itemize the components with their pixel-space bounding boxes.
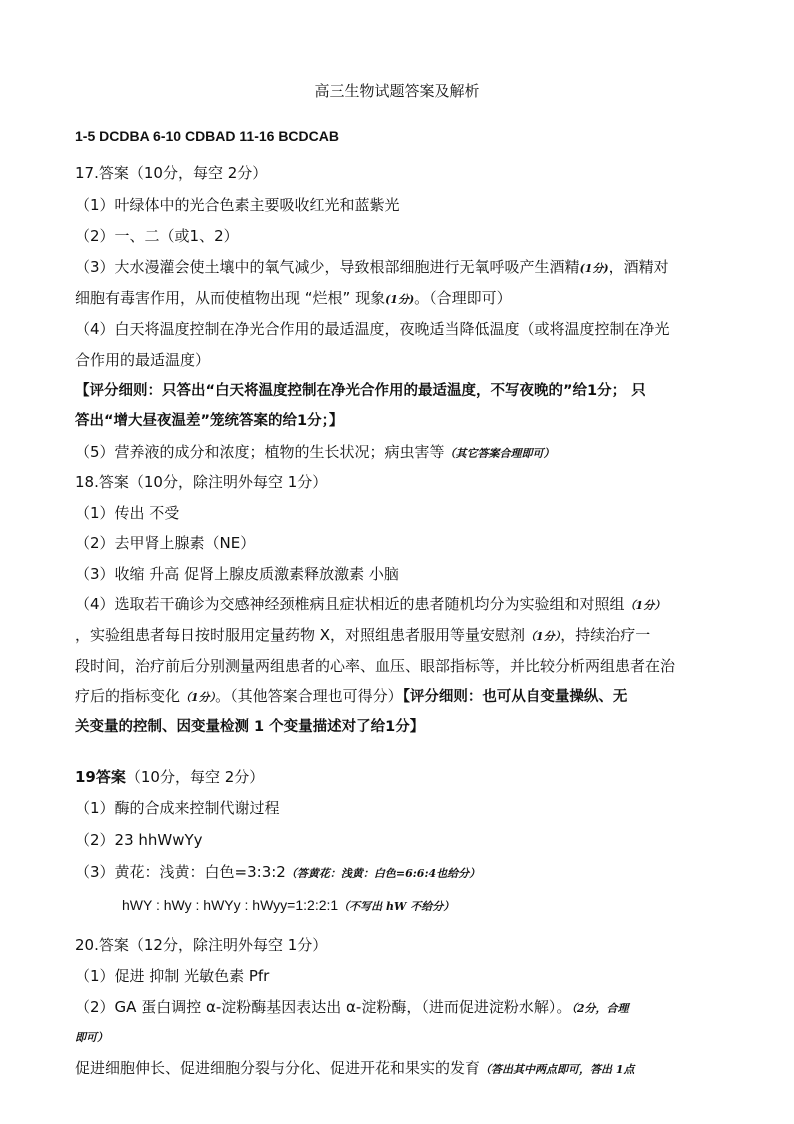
q19-heading <box>75 767 725 787</box>
q18-heading: 18.答案（10分，除注明外每空 1分） <box>75 473 328 491</box>
q17-answer-5-text: （5）营养液的成分和浓度；植物的生长状况；病虫害等 <box>75 443 445 461</box>
q18-answer-4-text4: 疗后的指标变化 <box>75 687 181 705</box>
q17-answer-4-line1: （4）白天将温度控制在净光合作用的最适温度，夜晚适当降低温度（或将温度控制在净光 <box>75 320 670 338</box>
q17-answer-3-text-tail: ，酒精对 <box>608 258 669 276</box>
q17-answer-3-line2 <box>75 288 725 310</box>
q18-answer-4-line4 <box>75 686 725 708</box>
q18-answer-2: （2）去甲肾上腺素（NE） <box>75 534 256 552</box>
q18-answer-4-text4-tail: 。（其他答案合理也可得分） <box>215 687 403 705</box>
page-title: 高三生物试题答案及解析 <box>314 82 480 100</box>
q19-answer-3-text: （3）黄花：浅黄：白色=3:3:2 <box>75 863 286 881</box>
q17-answer-3-text: （3）大水漫灌会使土壤中的氧气减少，导致根部细胞进行无氧呼吸产生酒精 <box>75 258 580 276</box>
q20-answer-3-text: 促进细胞伸长、促进细胞分裂与分化、促进开花和果实的发育 <box>75 1059 481 1077</box>
q19-heading-rest: （10分，每空 2分） <box>125 768 265 786</box>
score-note: （1分） <box>624 599 666 612</box>
q19-number: 19 <box>75 768 96 786</box>
q18-scoring-rule-part2: 关变量的控制、因变量检测 1 个变量描述对了给1分】 <box>75 719 425 735</box>
q20-heading: 20.答案（12分，除注明外每空 1分） <box>75 936 328 954</box>
q19-gamete-ratio: hWY : hWy : hWYy : hWyy=1:2:2:1 <box>122 897 339 913</box>
score-note: （不写出 hW 不给分） <box>338 900 455 913</box>
score-note: (1分) <box>385 293 415 306</box>
q18-scoring-rule-part1: 【评分细则：也可从自变量操纵、无 <box>402 689 628 705</box>
q18-answer-4-text2: ，实验组患者每日按时服用定量药物 X，对照组患者服用等量安慰剂 <box>75 626 526 644</box>
q18-answer-4-line1 <box>75 594 725 616</box>
q20-answer-1: （1）促进 抑制 光敏色素 Pfr <box>75 967 270 985</box>
q17-heading: 17.答案（10分，每空 2分） <box>75 164 268 182</box>
q17-answer-3-text2-tail: 。（合理即可） <box>414 289 512 307</box>
score-note: （2分，合理 <box>571 1002 629 1015</box>
q17-answer-5 <box>75 442 725 464</box>
q18-answer-4-text1: （4）选取若干确诊为交感神经颈椎病且症状相近的患者随机均分为实验组和对照组 <box>75 595 625 613</box>
q20-answer-3 <box>75 1058 725 1080</box>
score-note: （其它答案合理即可） <box>444 447 555 460</box>
q17-answer-3-text2: 细胞有毒害作用，从而使植物出现 “烂根” 现象 <box>75 289 386 307</box>
q18-answer-3: （3）收缩 升高 促肾上腺皮质激素释放激素 小脑 <box>75 565 399 583</box>
q19-heading-word: 答案 <box>95 768 126 786</box>
q20-answer-2-line1 <box>75 997 725 1019</box>
score-note: 即可） <box>75 1031 108 1044</box>
q19-answer-3 <box>75 862 725 884</box>
score-note: （1分） <box>525 630 561 643</box>
q17-answer-4-line2: 合作用的最适温度） <box>75 351 211 369</box>
multiple-choice-answers: 1-5 DCDBA 6-10 CDBAD 11-16 BCDCAB <box>75 128 339 144</box>
q18-answer-4-line2 <box>75 625 725 647</box>
q20-answer-2-text: （2）GA 蛋白调控 α-淀粉酶基因表达出 α-淀粉酶，（进而促进淀粉水解）。 <box>75 998 572 1016</box>
q17-answer-1: （1）叶绿体中的光合色素主要吸收红光和蓝紫光 <box>75 196 400 214</box>
q17-answer-3-line1 <box>75 257 725 279</box>
q19-answer-3-ratio <box>122 895 772 917</box>
score-note: （答黄花：浅黄：白色=6:6:4也给分） <box>285 867 481 880</box>
score-note: (1分) <box>579 262 609 275</box>
q18-answer-1: （1）传出 不受 <box>75 504 180 522</box>
q17-scoring-rule-line1: 【评分细则：只答出“白天将温度控制在净光合作用的最适温度，不写夜晚的”给1分； 只 <box>75 383 646 399</box>
score-note: （1分） <box>180 691 216 704</box>
q18-answer-4-line3: 段时间，治疗前后分别测量两组患者的心率、血压、眼部指标等，并比较分析两组患者在治 <box>75 657 676 675</box>
q19-answer-1: （1）酶的合成来控制代谢过程 <box>75 799 280 817</box>
q17-answer-2: （2）一、二（或1、2） <box>75 227 239 245</box>
q18-answer-4-text2-tail: ，持续治疗一 <box>560 626 651 644</box>
q20-answer-2-line2 <box>75 1026 725 1048</box>
q17-scoring-rule-line2: 答出“增大昼夜温差”笼统答案的给1分；】 <box>75 413 344 429</box>
score-note: （答出其中两点即可，答出 1点 <box>480 1063 635 1076</box>
q19-answer-2: （2）23 hhWwYy <box>75 831 203 849</box>
